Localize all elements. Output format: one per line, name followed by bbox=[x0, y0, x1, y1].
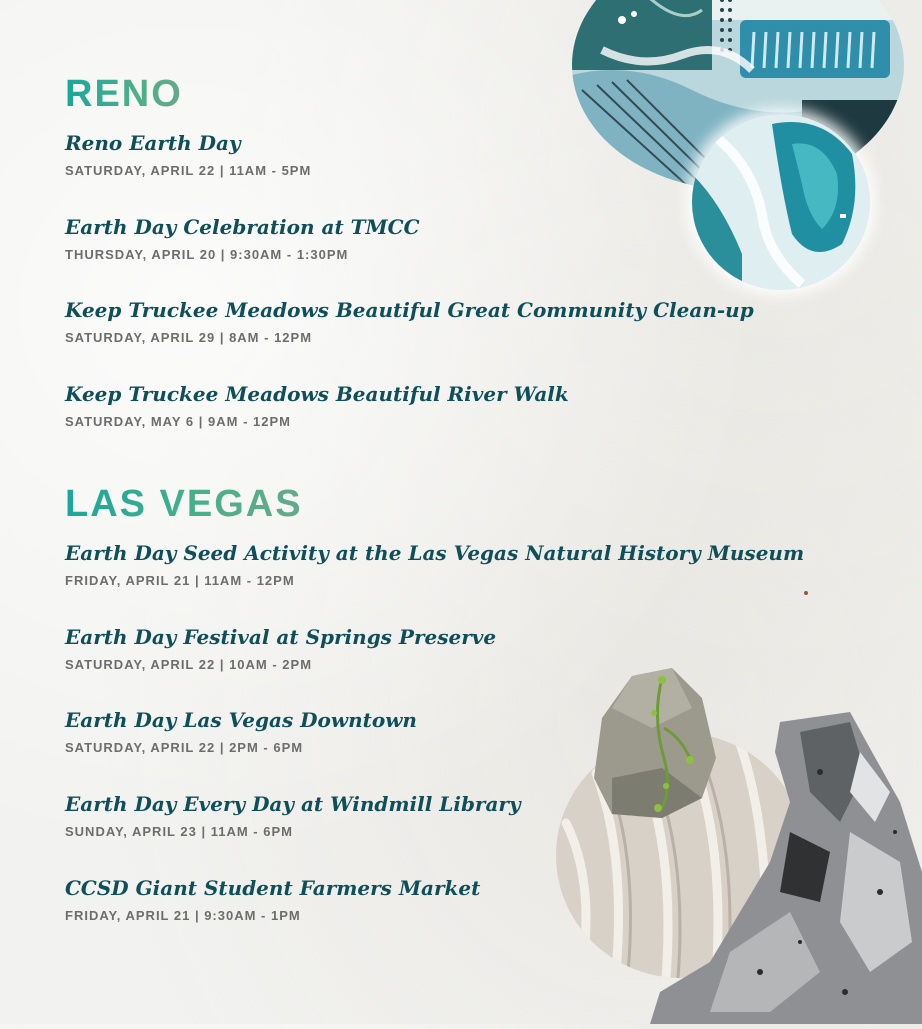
event-item bbox=[65, 131, 311, 179]
event-item bbox=[65, 708, 417, 756]
event-title-link[interactable]: Keep Truckee Meadows Beautiful Great Community Clean-up bbox=[65, 298, 754, 322]
event-title-link[interactable]: Earth Day Seed Activity at the Las Vegas Natural History Museum bbox=[65, 541, 805, 565]
mossy-rock-image bbox=[592, 668, 718, 822]
event-date-time: FRIDAY, APRIL 21 | 11AM - 12PM bbox=[65, 573, 295, 588]
section-heading-las-vegas: LAS VEGAS bbox=[65, 483, 303, 525]
event-item bbox=[65, 541, 804, 589]
event-date-time: FRIDAY, APRIL 21 | 9:30AM - 1PM bbox=[65, 908, 301, 923]
event-item bbox=[65, 876, 480, 924]
glacier-water-image bbox=[692, 114, 870, 290]
event-title-link[interactable]: Keep Truckee Meadows Beautiful River Walk bbox=[65, 382, 569, 406]
event-title-link[interactable]: CCSD Giant Student Farmers Market bbox=[65, 876, 481, 900]
event-item bbox=[65, 625, 496, 673]
background-speck bbox=[804, 591, 808, 595]
event-date-time: SATURDAY, MAY 6 | 9AM - 12PM bbox=[65, 414, 291, 429]
event-date-time: SATURDAY, APRIL 29 | 8AM - 12PM bbox=[65, 330, 313, 345]
section-heading-reno: RENO bbox=[65, 73, 183, 115]
event-item bbox=[65, 382, 569, 430]
event-item bbox=[65, 298, 754, 346]
event-date-time: SATURDAY, APRIL 22 | 10AM - 2PM bbox=[65, 657, 313, 672]
event-date-time: SATURDAY, APRIL 22 | 2PM - 6PM bbox=[65, 740, 304, 755]
event-title-link[interactable]: Earth Day Las Vegas Downtown bbox=[65, 708, 417, 732]
event-title-link[interactable]: Reno Earth Day bbox=[65, 131, 241, 155]
event-date-time: SUNDAY, APRIL 23 | 11AM - 6PM bbox=[65, 824, 293, 839]
event-item bbox=[65, 792, 521, 840]
event-title-link[interactable]: Earth Day Festival at Springs Preserve bbox=[65, 625, 497, 649]
event-title-link[interactable]: Earth Day Every Day at Windmill Library bbox=[65, 792, 521, 816]
event-item bbox=[65, 215, 420, 263]
event-date-time: THURSDAY, APRIL 20 | 9:30AM - 1:30PM bbox=[65, 247, 349, 262]
event-date-time: SATURDAY, APRIL 22 | 11AM - 5PM bbox=[65, 163, 312, 178]
event-title-link[interactable]: Earth Day Celebration at TMCC bbox=[65, 215, 420, 239]
